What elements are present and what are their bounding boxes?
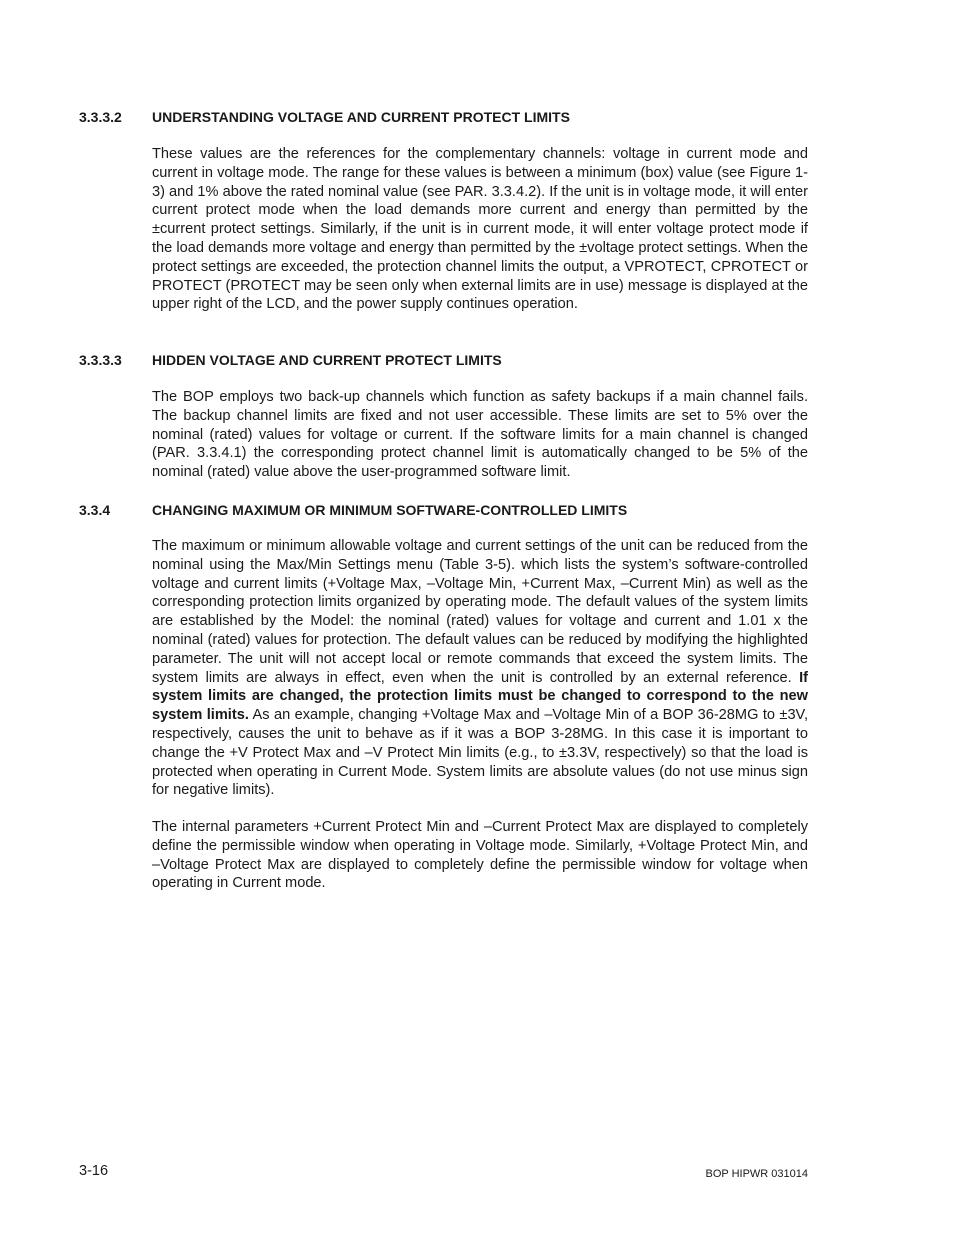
paragraph-internal-parameters: The internal parameters +Current Protect Min and –Current Protect Max are displayed to completely define the permissible window when operating in Voltage mode. Similarly, +Voltage Protect Min, and –Voltage Protect Max are displayed to completely define the permissible window for voltage when operating in Current mode. [152, 819, 808, 892]
page-number: 3-16 [79, 1163, 109, 1179]
paragraph-text: The maximum or minimum allowable voltage and current settings of the unit can be reduced from the nominal using the Max/Min Settings menu (Table 3-5). which lists the system’s software-controlled voltage and current limits (+Voltage Max, –Voltage Min, +Current Max, –Current Min) as well as the corresponding protection limits organized by operating mode. The default values of the system limits are established by the Model: the nominal (rated) values for voltage and current and 1.01 x the nominal (rated) values for protection. The default values can be reduced by modifying the highlighted parameter. The unit will not accept local or remote commands that exceed the system limits. The system limits are always in effect, even when the unit is controlled by an external reference. [152, 538, 808, 686]
paragraph-changing-limits [152, 537, 808, 800]
heading-3-3-4 [79, 501, 627, 519]
section-number: 3.3.4 [79, 502, 111, 518]
paragraph-protect-limits: These values are the references for the complementary channels: voltage in current mode and current in voltage mode. The range for these values is between a minimum (box) value (see Figure 1-3) and 1% above the rated nominal value (see PAR. 3.3.4.2). If the unit is in voltage mode, it will enter current protect mode when the load demands more current and energy than permitted by the ±current protect settings. Similarly, if the unit is in current mode, it will enter voltage protect mode if the load demands more voltage and energy than permitted by the ±voltage protect settings. When the protect settings are exceeded, the protection channel limits the output, a VPROTECT, CPROTECT or PROTECT (PROTECT may be seen only when external limits are in use) message is displayed at the upper right of the LCD, and the power supply continues operation. [152, 146, 808, 313]
section-number: 3.3.3.2 [79, 109, 122, 125]
paragraph-hidden-limits: The BOP employs two back-up channels which function as safety backups if a main channel fails. The backup channel limits are fixed and not user accessible. These limits are set to 5% over the nominal (rated) values for voltage or current. If the software limits for a main channel is changed (PAR. 3.3.4.1) the corresponding protect channel limit is automatically changed to be 5% of the nominal (rated) value above the user-programmed software limit. [152, 389, 808, 481]
section-title: CHANGING MAXIMUM OR MINIMUM SOFTWARE-CONTROLLED LIMITS [152, 502, 628, 518]
section-title: UNDERSTANDING VOLTAGE AND CURRENT PROTECT LIMITS [152, 109, 570, 125]
document-id: BOP HIPWR 031014 [705, 1168, 808, 1180]
heading-3-3-3-2 [79, 108, 570, 126]
section-title: HIDDEN VOLTAGE AND CURRENT PROTECT LIMITS [152, 352, 502, 368]
paragraph-bold-warning: If system limits are changed, the protection limits must be changed to correspond to the new system limits. [152, 669, 808, 724]
paragraph-text: As an example, changing +Voltage Max and –Voltage Min of a BOP 36-28MG to ±3V, respectively, causes the unit to behave as if it was a BOP 3-28MG. In this case it is important to change the +V Protect Max and –V Protect Min limits (e.g., to ±3.3V, respectively) so that the load is protected when operating in Current Mode. System limits are absolute values (do not use minus sign for negative limits). [152, 707, 809, 799]
section-number: 3.3.3.3 [79, 352, 122, 368]
heading-3-3-3-3 [79, 351, 502, 369]
